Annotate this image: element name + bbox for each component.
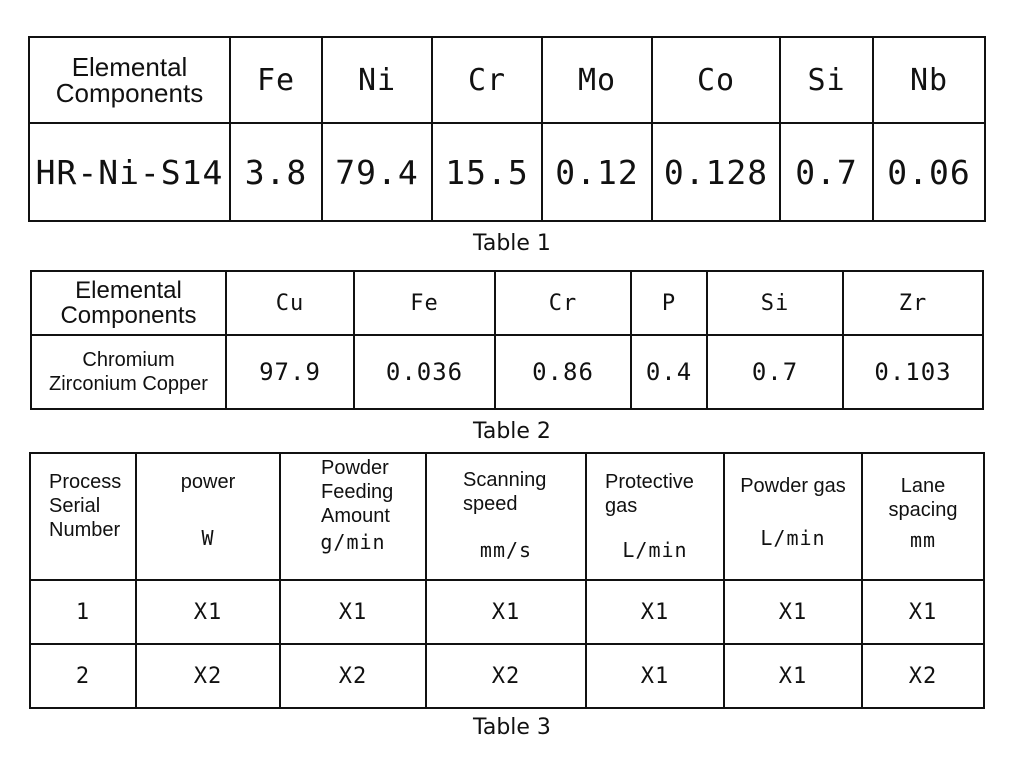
table-1-element-si: Si bbox=[780, 37, 873, 123]
table-row bbox=[30, 644, 984, 708]
table-1-header-row bbox=[29, 37, 985, 123]
table-cell: 0.103 bbox=[843, 335, 983, 409]
header-label-line-1: Elemental bbox=[75, 277, 182, 304]
table-1-element-nb: Nb bbox=[873, 37, 985, 123]
table-2-element-cr: Cr bbox=[495, 271, 631, 335]
table-cell: 97.9 bbox=[226, 335, 354, 409]
table-cell: 2 bbox=[30, 644, 136, 708]
header-name bbox=[31, 470, 135, 542]
header-line: spacing bbox=[888, 499, 958, 521]
table-1-data-row bbox=[29, 123, 985, 221]
table-1-row-label: HR-Ni-S14 bbox=[29, 123, 230, 221]
header-label-line-2: Components bbox=[55, 78, 204, 108]
table-cell: 3.8 bbox=[230, 123, 322, 221]
table-row bbox=[30, 580, 984, 644]
table-2-element-p: P bbox=[631, 271, 707, 335]
table-cell: X2 bbox=[862, 644, 984, 708]
table-1-element-ni: Ni bbox=[322, 37, 432, 123]
table-3-header-protective-gas bbox=[586, 453, 724, 580]
header-name bbox=[427, 468, 585, 516]
header-name bbox=[281, 456, 425, 528]
header-name bbox=[587, 470, 723, 518]
table-2-data-row bbox=[31, 335, 983, 409]
table-3 bbox=[29, 452, 985, 709]
header-unit: g/min bbox=[320, 530, 386, 554]
table-cell: X2 bbox=[426, 644, 586, 708]
header-line: Number bbox=[49, 519, 121, 541]
table-cell: 0.12 bbox=[542, 123, 652, 221]
header-unit: L/min bbox=[622, 538, 688, 562]
table-3-header-powder-gas bbox=[724, 453, 862, 580]
table-3-header-row bbox=[30, 453, 984, 580]
table-2-header-label bbox=[31, 271, 226, 335]
header-name bbox=[863, 474, 983, 522]
header-unit: mm bbox=[909, 528, 937, 552]
table-cell: X1 bbox=[724, 580, 862, 644]
table-cell: X1 bbox=[426, 580, 586, 644]
table-2-element-cu: Cu bbox=[226, 271, 354, 335]
table-cell: 0.7 bbox=[707, 335, 843, 409]
table-3-header-process-serial-number bbox=[30, 453, 136, 580]
table-cell: X1 bbox=[136, 580, 280, 644]
table-cell: 0.128 bbox=[652, 123, 780, 221]
table-2-header-row bbox=[31, 271, 983, 335]
header-unit: L/min bbox=[760, 526, 826, 550]
table-cell: 0.4 bbox=[631, 335, 707, 409]
header-line: gas bbox=[605, 495, 638, 517]
table-cell: 0.036 bbox=[354, 335, 495, 409]
table-cell: X1 bbox=[280, 580, 426, 644]
table-3-header-lane-spacing bbox=[862, 453, 984, 580]
header-label-line-1: Elemental bbox=[71, 52, 188, 82]
header-line: Protective bbox=[605, 471, 694, 493]
header-line: Lane bbox=[900, 475, 946, 497]
header-line: Amount bbox=[321, 505, 390, 527]
header-line: speed bbox=[463, 493, 518, 515]
table-cell: 0.7 bbox=[780, 123, 873, 221]
header-line: Serial bbox=[49, 495, 101, 517]
header-unit: mm/s bbox=[479, 538, 533, 562]
table-cell: X1 bbox=[724, 644, 862, 708]
table-3-header-powder-feeding-amount bbox=[280, 453, 426, 580]
table-cell: 1 bbox=[30, 580, 136, 644]
table-2-element-si: Si bbox=[707, 271, 843, 335]
row-label-line-2: Zirconium Copper bbox=[49, 373, 208, 395]
table-1-header-label bbox=[29, 37, 230, 123]
table-cell: X1 bbox=[586, 644, 724, 708]
table-1-element-fe: Fe bbox=[230, 37, 322, 123]
table-cell: 79.4 bbox=[322, 123, 432, 221]
table-1-element-mo: Mo bbox=[542, 37, 652, 123]
table-1-element-cr: Cr bbox=[432, 37, 542, 123]
table-cell: X2 bbox=[136, 644, 280, 708]
table-1 bbox=[28, 36, 986, 222]
table-1-caption: Table 1 bbox=[473, 231, 551, 256]
table-3-caption: Table 3 bbox=[473, 715, 551, 740]
header-line: Scanning bbox=[463, 469, 547, 491]
header-unit: W bbox=[201, 526, 215, 550]
table-3-header-scanning-speed bbox=[426, 453, 586, 580]
table-cell: 0.06 bbox=[873, 123, 985, 221]
table-cell: X2 bbox=[280, 644, 426, 708]
header-label-line-2: Components bbox=[60, 302, 197, 329]
table-cell: X1 bbox=[862, 580, 984, 644]
table-2 bbox=[30, 270, 984, 410]
table-cell: X1 bbox=[586, 580, 724, 644]
header-name: Powder gas bbox=[740, 475, 846, 497]
header-line: Process bbox=[49, 471, 122, 493]
table-2-element-fe: Fe bbox=[354, 271, 495, 335]
table-2-row-label bbox=[31, 335, 226, 409]
table-cell: 0.86 bbox=[495, 335, 631, 409]
table-cell: 15.5 bbox=[432, 123, 542, 221]
row-label-line-1: Chromium bbox=[82, 349, 175, 371]
table-2-element-zr: Zr bbox=[843, 271, 983, 335]
table-1-element-co: Co bbox=[652, 37, 780, 123]
header-line: Powder bbox=[321, 457, 389, 479]
header-line: Feeding bbox=[321, 481, 394, 503]
table-2-caption: Table 2 bbox=[473, 419, 551, 444]
table-3-header-power bbox=[136, 453, 280, 580]
header-name: power bbox=[180, 471, 236, 493]
